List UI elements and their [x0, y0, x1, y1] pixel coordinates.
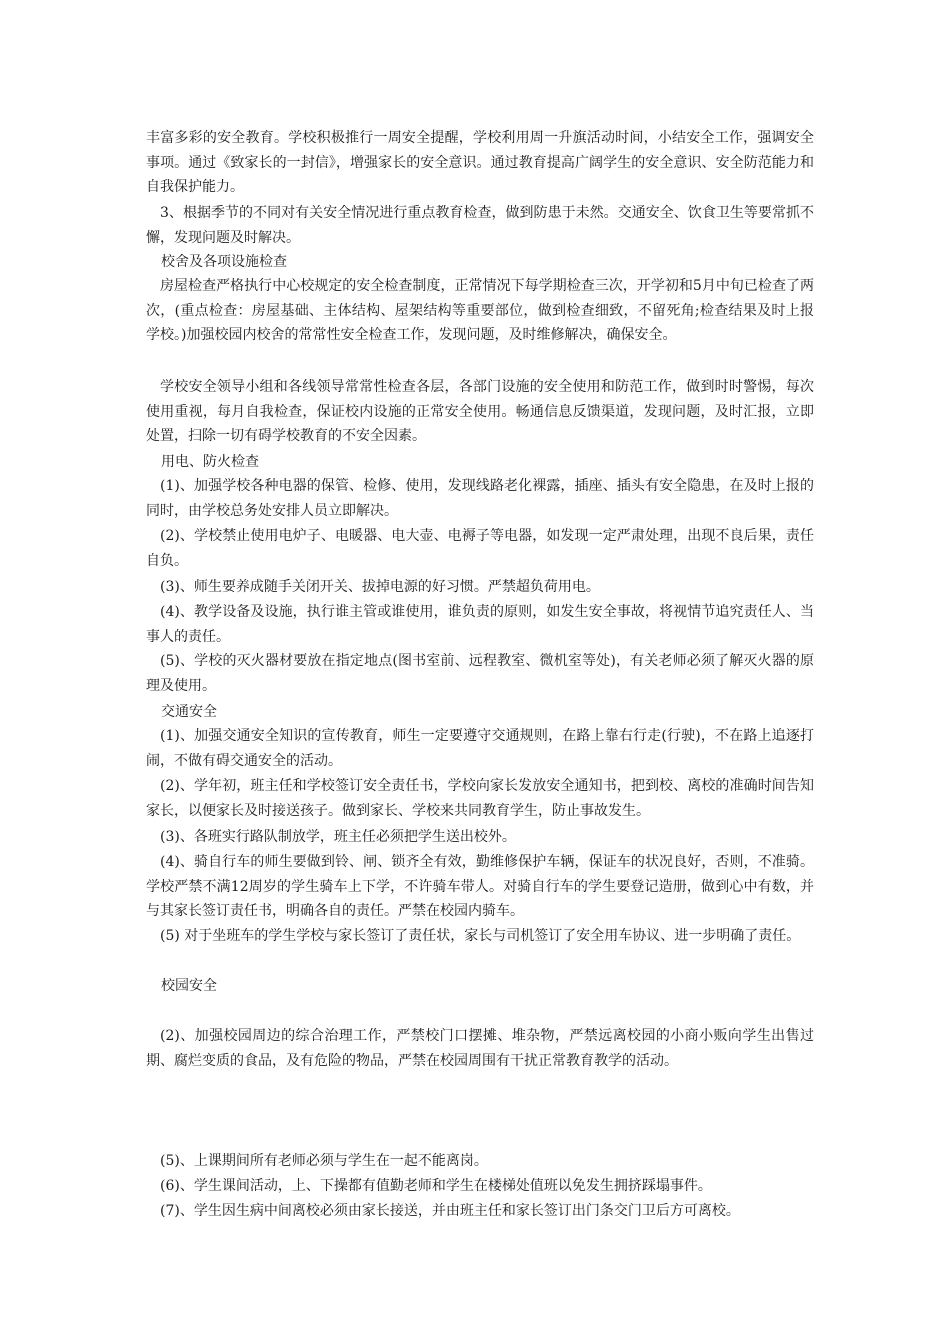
heading-campus-safety: 校园安全	[161, 978, 217, 994]
paragraph-seasonal-inspection: 3、根据季节的不同对有关安全情况进行重点教育检查，做到防患于未然。交通安全、饮食卫生等要常抓不懈，发现问题及时解决。	[146, 205, 814, 246]
paragraph-campus-2: (2)、加强校园周边的综合治理工作，严禁校门口摆摊、堆杂物，严禁远离校园的小商小贩向学生出售过期、腐烂变质的食品，及有危险的物品，严禁在校园周围有干扰正常教育教学的活动。	[146, 1028, 814, 1069]
paragraph-campus-5: (5)、上课期间所有老师必须与学生在一起不能离岗。	[160, 1153, 488, 1169]
paragraph-traffic-3: (3)、各班实行路队制放学，班主任必须把学生送出校外。	[160, 829, 516, 845]
paragraph-traffic-2: (2)、学年初，班主任和学校签订安全责任书，学校向家长发放安全通知书，把到校、离校的准确时间告知家长，以便家长及时接送孩子。做到家长、学校来共同教育学生，防止事故发生。	[146, 778, 814, 819]
paragraph-electric-1: (1)、加强学校各种电器的保管、检修、使用，发现线路老化裸露，插座、插头有安全隐患，在及时上报的同时，由学校总务处安排人员立即解决。	[146, 478, 814, 519]
paragraph-electric-4: (4)、教学设备及设施，执行谁主管或谁使用，谁负责的原则，如发生安全事故，将视情节追究责任人、当事人的责任。	[146, 604, 814, 645]
paragraph-electric-5: (5)、学校的灭火器材要放在指定地点(图书室前、远程教室、微机室等处)，有关老师必须了解灭火器的原理及使用。	[146, 653, 814, 694]
paragraph-electric-2: (2)、学校禁止使用电炉子、电暖器、电大壶、电褥子等电器，如发现一定严肃处理，出现不良后果，责任自负。	[146, 528, 814, 569]
paragraph-campus-6: (6)、学生课间活动，上、下操都有值勤老师和学生在楼梯处值班以免发生拥挤踩塌事件。	[160, 1178, 712, 1194]
paragraph-traffic-1: (1)、加强交通安全知识的宣传教育，师生一定要遵守交通规则，在路上靠右行走(行驶)，不在路上追逐打闹，不做有碍交通安全的活动。	[146, 728, 814, 769]
paragraph-campus-7: (7)、学生因生病中间离校必须由家长接送，并由班主任和家长签订出门条交门卫后方可离校。	[160, 1203, 740, 1219]
paragraph-safety-education: 丰富多彩的安全教育。学校积极推行一周安全提醒，学校利用周一升旗活动时间，小结安全工作，强调安全事项。通过《致家长的一封信》，增强家长的安全意识。通过教育提高广阔学生的安全意识、安全防范能力和自我保护能力。	[146, 130, 814, 195]
heading-building-inspection: 校舍及各项设施检查	[161, 254, 287, 270]
paragraph-electric-3: (3)、师生要养成随手关闭开关、拔掉电源的好习惯。严禁超负荷用电。	[160, 579, 600, 595]
heading-traffic-safety: 交通安全	[161, 704, 217, 720]
heading-electric-fire: 用电、防火检查	[161, 454, 259, 470]
paragraph-traffic-4: (4)、骑自行车的师生要做到铃、闸、锁齐全有效，勤维修保护车辆，保证车的状况良好，否则，不准骑。学校严禁不满12周岁的学生骑车上下学，不许骑车带人。对骑自行车的学生要登记造册，做到心中有数，并与其家长签订责任书，明确各自的责任。严禁在校园内骑车。	[146, 854, 814, 919]
paragraph-traffic-5: (5) 对于坐班车的学生学校与家长签订了责任状，家长与司机签订了安全用车协议、进一步明确了责任。	[160, 928, 801, 944]
paragraph-building-inspection: 房屋检查严格执行中心校规定的安全检查制度，正常情况下每学期检查三次，开学初和5月中旬已检查了两次，(重点检查：房屋基础、主体结构、屋架结构等重要部位，做到检查细致，不留死角;检查结果及时上报学校。)加强校园内校舍的常常性安全检查工作，发现问题，及时维修解决，确保安全。	[146, 278, 814, 343]
paragraph-leadership-inspection: 学校安全领导小组和各线领导常常性检查各层，各部门设施的安全使用和防范工作，做到时时警惕，每次使用重视，每月自我检查，保证校内设施的正常安全使用。畅通信息反馈渠道，发现问题，及时汇报，立即处置，扫除一切有碍学校教育的不安全因素。	[146, 379, 814, 444]
